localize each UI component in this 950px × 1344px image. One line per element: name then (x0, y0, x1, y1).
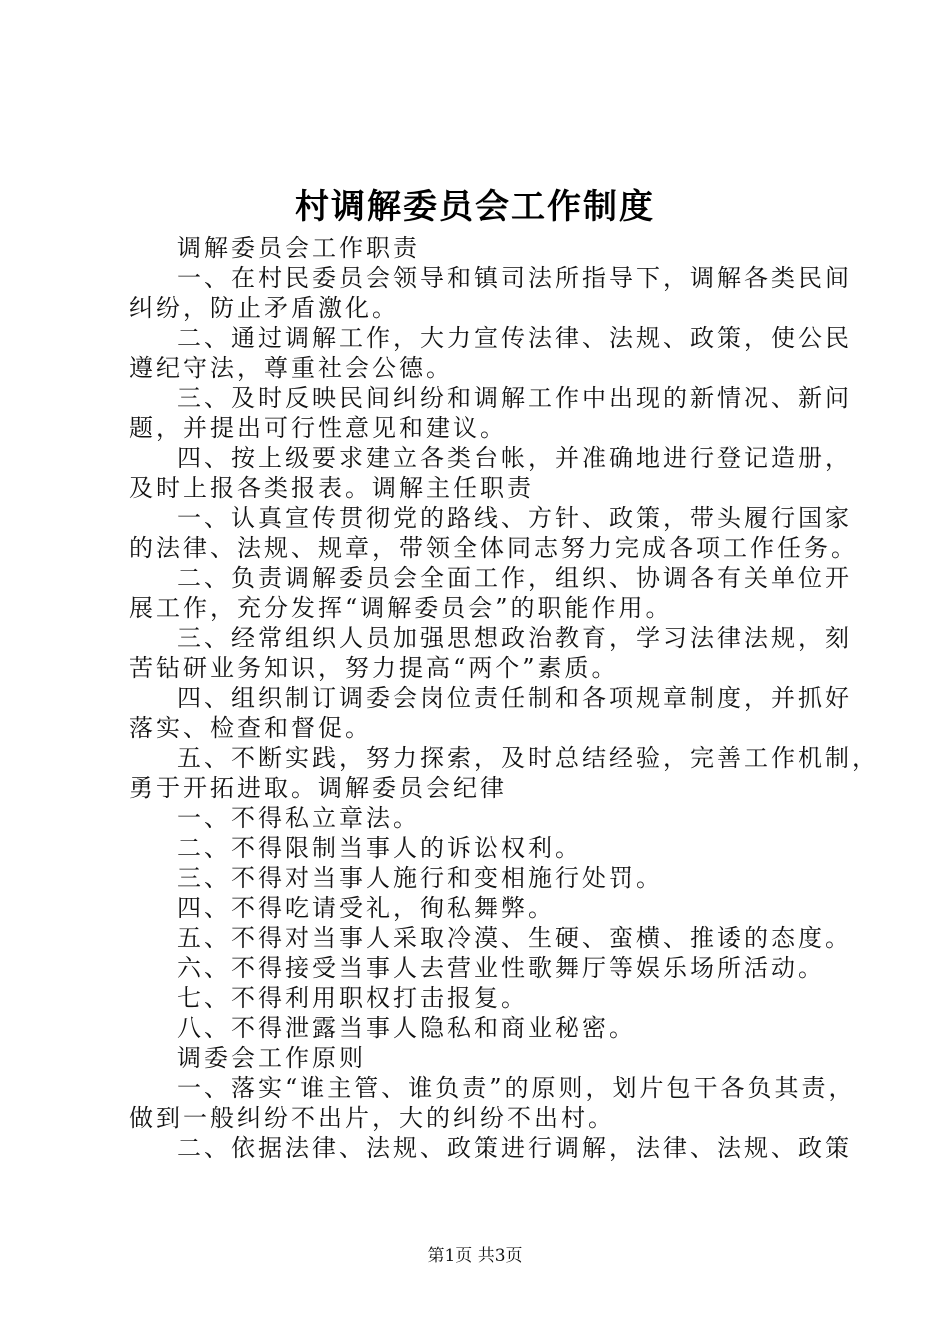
text-line: 四、不得吃请受礼，徇私舞弊。 (177, 894, 555, 922)
text-line: 二、不得限制当事人的诉讼权利。 (177, 834, 582, 862)
text-line: 八、不得泄露当事人隐私和商业秘密。 (177, 1014, 636, 1042)
text-line: 纠纷，防止矛盾激化。 (129, 294, 399, 322)
text-line: 做到一般纠纷不出片，大的纠纷不出村。 (129, 1104, 615, 1132)
text-line: 一、认真宣传贯彻党的路线、方针、政策，带头履行国家 (177, 504, 852, 532)
text-line: 七、不得利用职权打击报复。 (177, 984, 528, 1012)
text-line: 三、不得对当事人施行和变相施行处罚。 (177, 864, 663, 892)
text-line: 调解委员会工作职责 (177, 234, 420, 262)
text-line: 二、负责调解委员会全面工作，组织、协调各有关单位开 (177, 564, 852, 592)
text-line: 展工作，充分发挥“调解委员会”的职能作用。 (129, 594, 673, 622)
text-line: 题，并提出可行性意见和建议。 (129, 414, 507, 442)
text-line: 六、不得接受当事人去营业性歌舞厅等娱乐场所活动。 (177, 954, 825, 982)
text-line: 的法律、法规、规章，带领全体同志努力完成各项工作任务。 (129, 534, 858, 562)
text-line: 一、在村民委员会领导和镇司法所指导下，调解各类民间 (177, 264, 852, 292)
text-line: 五、不得对当事人采取冷漠、生硬、蛮横、推诿的态度。 (177, 924, 852, 952)
document-title: 村调解委员会工作制度 (295, 187, 655, 227)
text-line: 调委会工作原则 (177, 1044, 366, 1072)
text-line: 遵纪守法，尊重社会公德。 (129, 354, 453, 382)
text-line: 四、按上级要求建立各类台帐，并准确地进行登记造册， (177, 444, 852, 472)
text-line: 一、不得私立章法。 (177, 804, 420, 832)
text-line: 二、依据法律、法规、政策进行调解，法律、法规、政策 (177, 1134, 852, 1162)
text-line: 勇于开拓进取。调解委员会纪律 (129, 774, 507, 802)
document-body (129, 233, 879, 1163)
text-line: 五、不断实践，努力探索，及时总结经验，完善工作机制， (177, 744, 879, 772)
text-line: 落实、检查和督促。 (129, 714, 372, 742)
text-line: 三、及时反映民间纠纷和调解工作中出现的新情况、新问 (177, 384, 852, 412)
text-line: 四、组织制订调委会岗位责任制和各项规章制度，并抓好 (177, 684, 852, 712)
text-line: 二、通过调解工作，大力宣传法律、法规、政策，使公民 (177, 324, 852, 352)
text-line: 三、经常组织人员加强思想政治教育，学习法律法规，刻 (177, 624, 852, 652)
text-line: 一、落实“谁主管、谁负责”的原则，划片包干各负其责， (177, 1074, 856, 1102)
text-line: 苦钻研业务知识，努力提高“两个”素质。 (129, 654, 619, 682)
text-line: 及时上报各类报表。调解主任职责 (129, 474, 534, 502)
page-footer: 第1页 共3页 (427, 1246, 523, 1266)
